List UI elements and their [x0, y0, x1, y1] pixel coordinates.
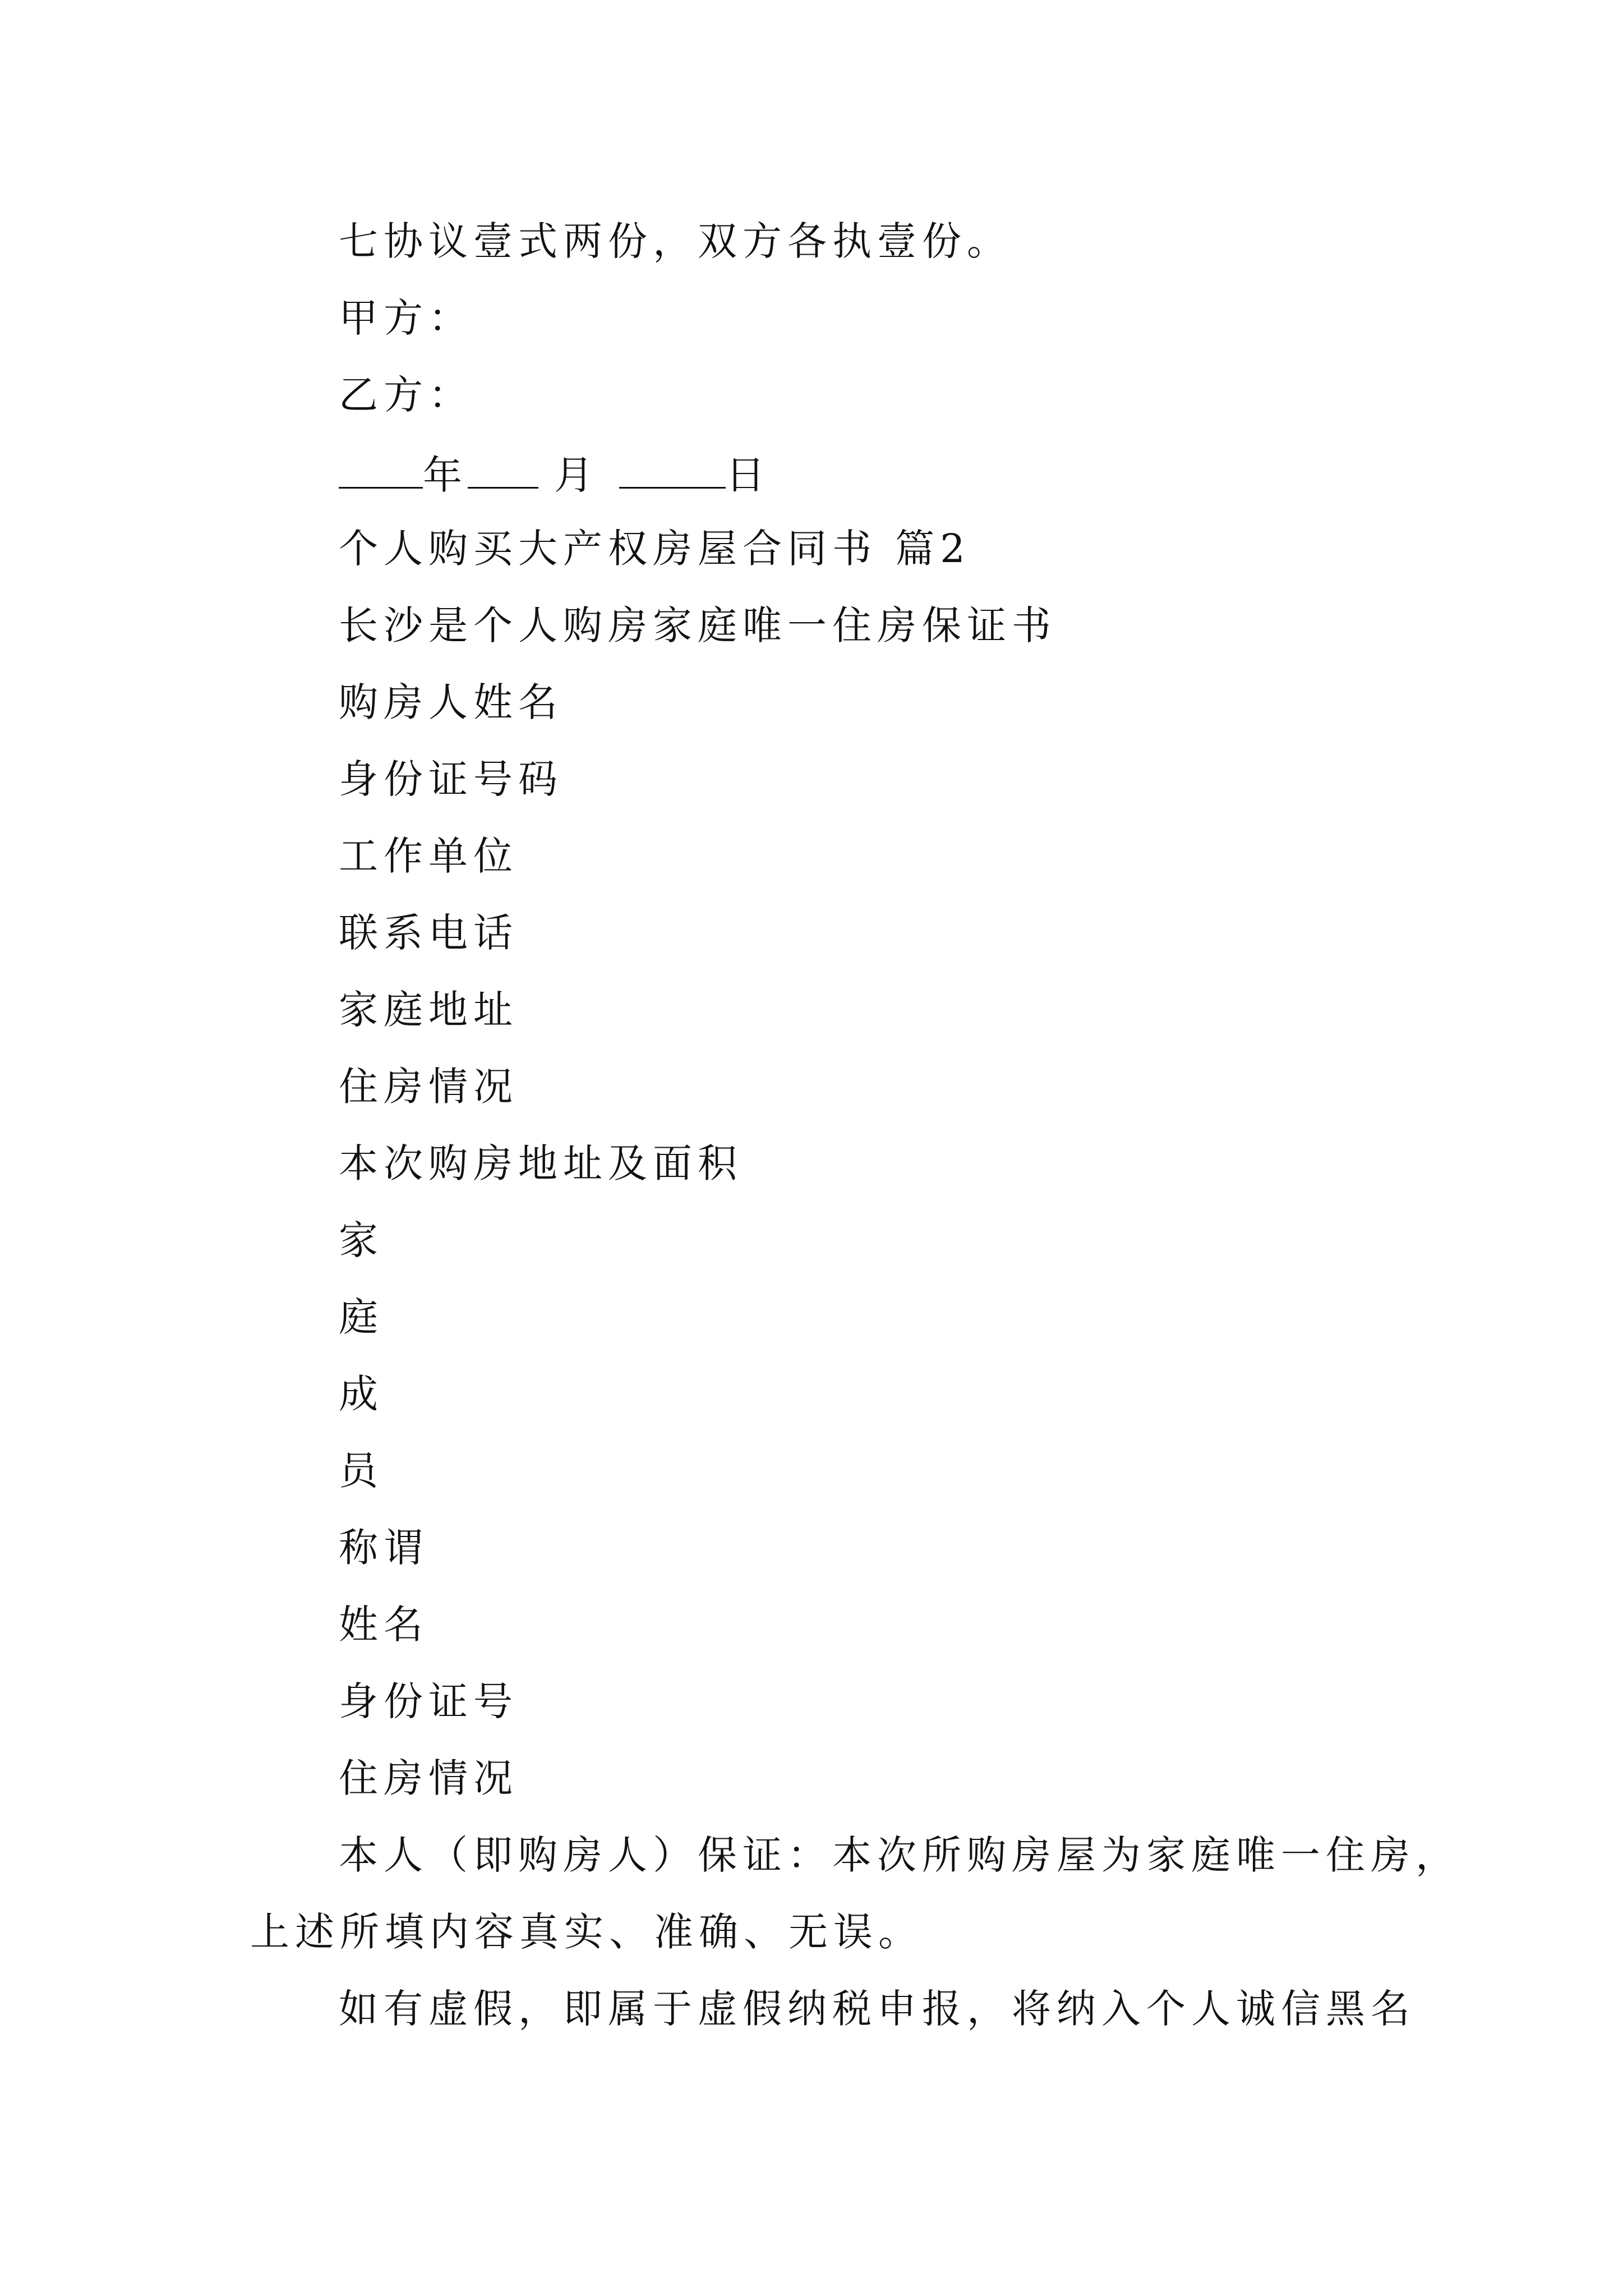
year-label: 年 — [423, 452, 468, 498]
field-employer: 工作单位 — [339, 833, 518, 879]
field-family-char-2: 庭 — [339, 1294, 384, 1340]
field-member-name: 姓名 — [339, 1602, 428, 1648]
document-title: 长沙是个人购房家庭唯一住房保证书 — [339, 602, 1057, 648]
field-housing-status: 住房情况 — [339, 1064, 518, 1110]
party-b-label: 乙方： — [339, 372, 473, 418]
field-family-char-4: 员 — [339, 1448, 384, 1494]
agreement-copies-line: 七协议壹式两份，双方各执壹份。 — [339, 218, 1012, 264]
party-a-label: 甲方： — [339, 295, 473, 341]
field-purchase-address-area: 本次购房地址及面积 — [339, 1140, 743, 1186]
field-home-address: 家庭地址 — [339, 987, 518, 1033]
field-id-number: 身份证号码 — [339, 756, 563, 802]
year-blank — [339, 452, 423, 489]
guarantee-paragraph-line-2: 上述所填内容真实、准确、无误。 — [250, 1909, 923, 1955]
guarantee-paragraph-line-1: 本人（即购房人）保证：本次所购房屋为家庭唯一住房， — [339, 1832, 1460, 1878]
day-blank — [619, 452, 726, 489]
day-label: 日 — [726, 452, 771, 498]
field-family-char-3: 成 — [339, 1371, 384, 1417]
field-buyer-name: 购房人姓名 — [339, 679, 563, 725]
field-relation: 称谓 — [339, 1525, 428, 1571]
date-line — [339, 452, 771, 498]
month-blank — [468, 452, 538, 489]
field-phone: 联系电话 — [339, 910, 518, 956]
field-family-char-1: 家 — [339, 1217, 384, 1263]
penalty-paragraph-line-1: 如有虚假，即属于虚假纳税申报，将纳入个人诚信黑名 — [339, 1986, 1415, 2032]
field-member-id: 身份证号 — [339, 1678, 518, 1724]
section-heading: 个人购买大产权房屋合同书 篇2 — [339, 526, 971, 572]
field-member-housing: 住房情况 — [339, 1755, 518, 1801]
month-label: 月 — [554, 452, 599, 498]
